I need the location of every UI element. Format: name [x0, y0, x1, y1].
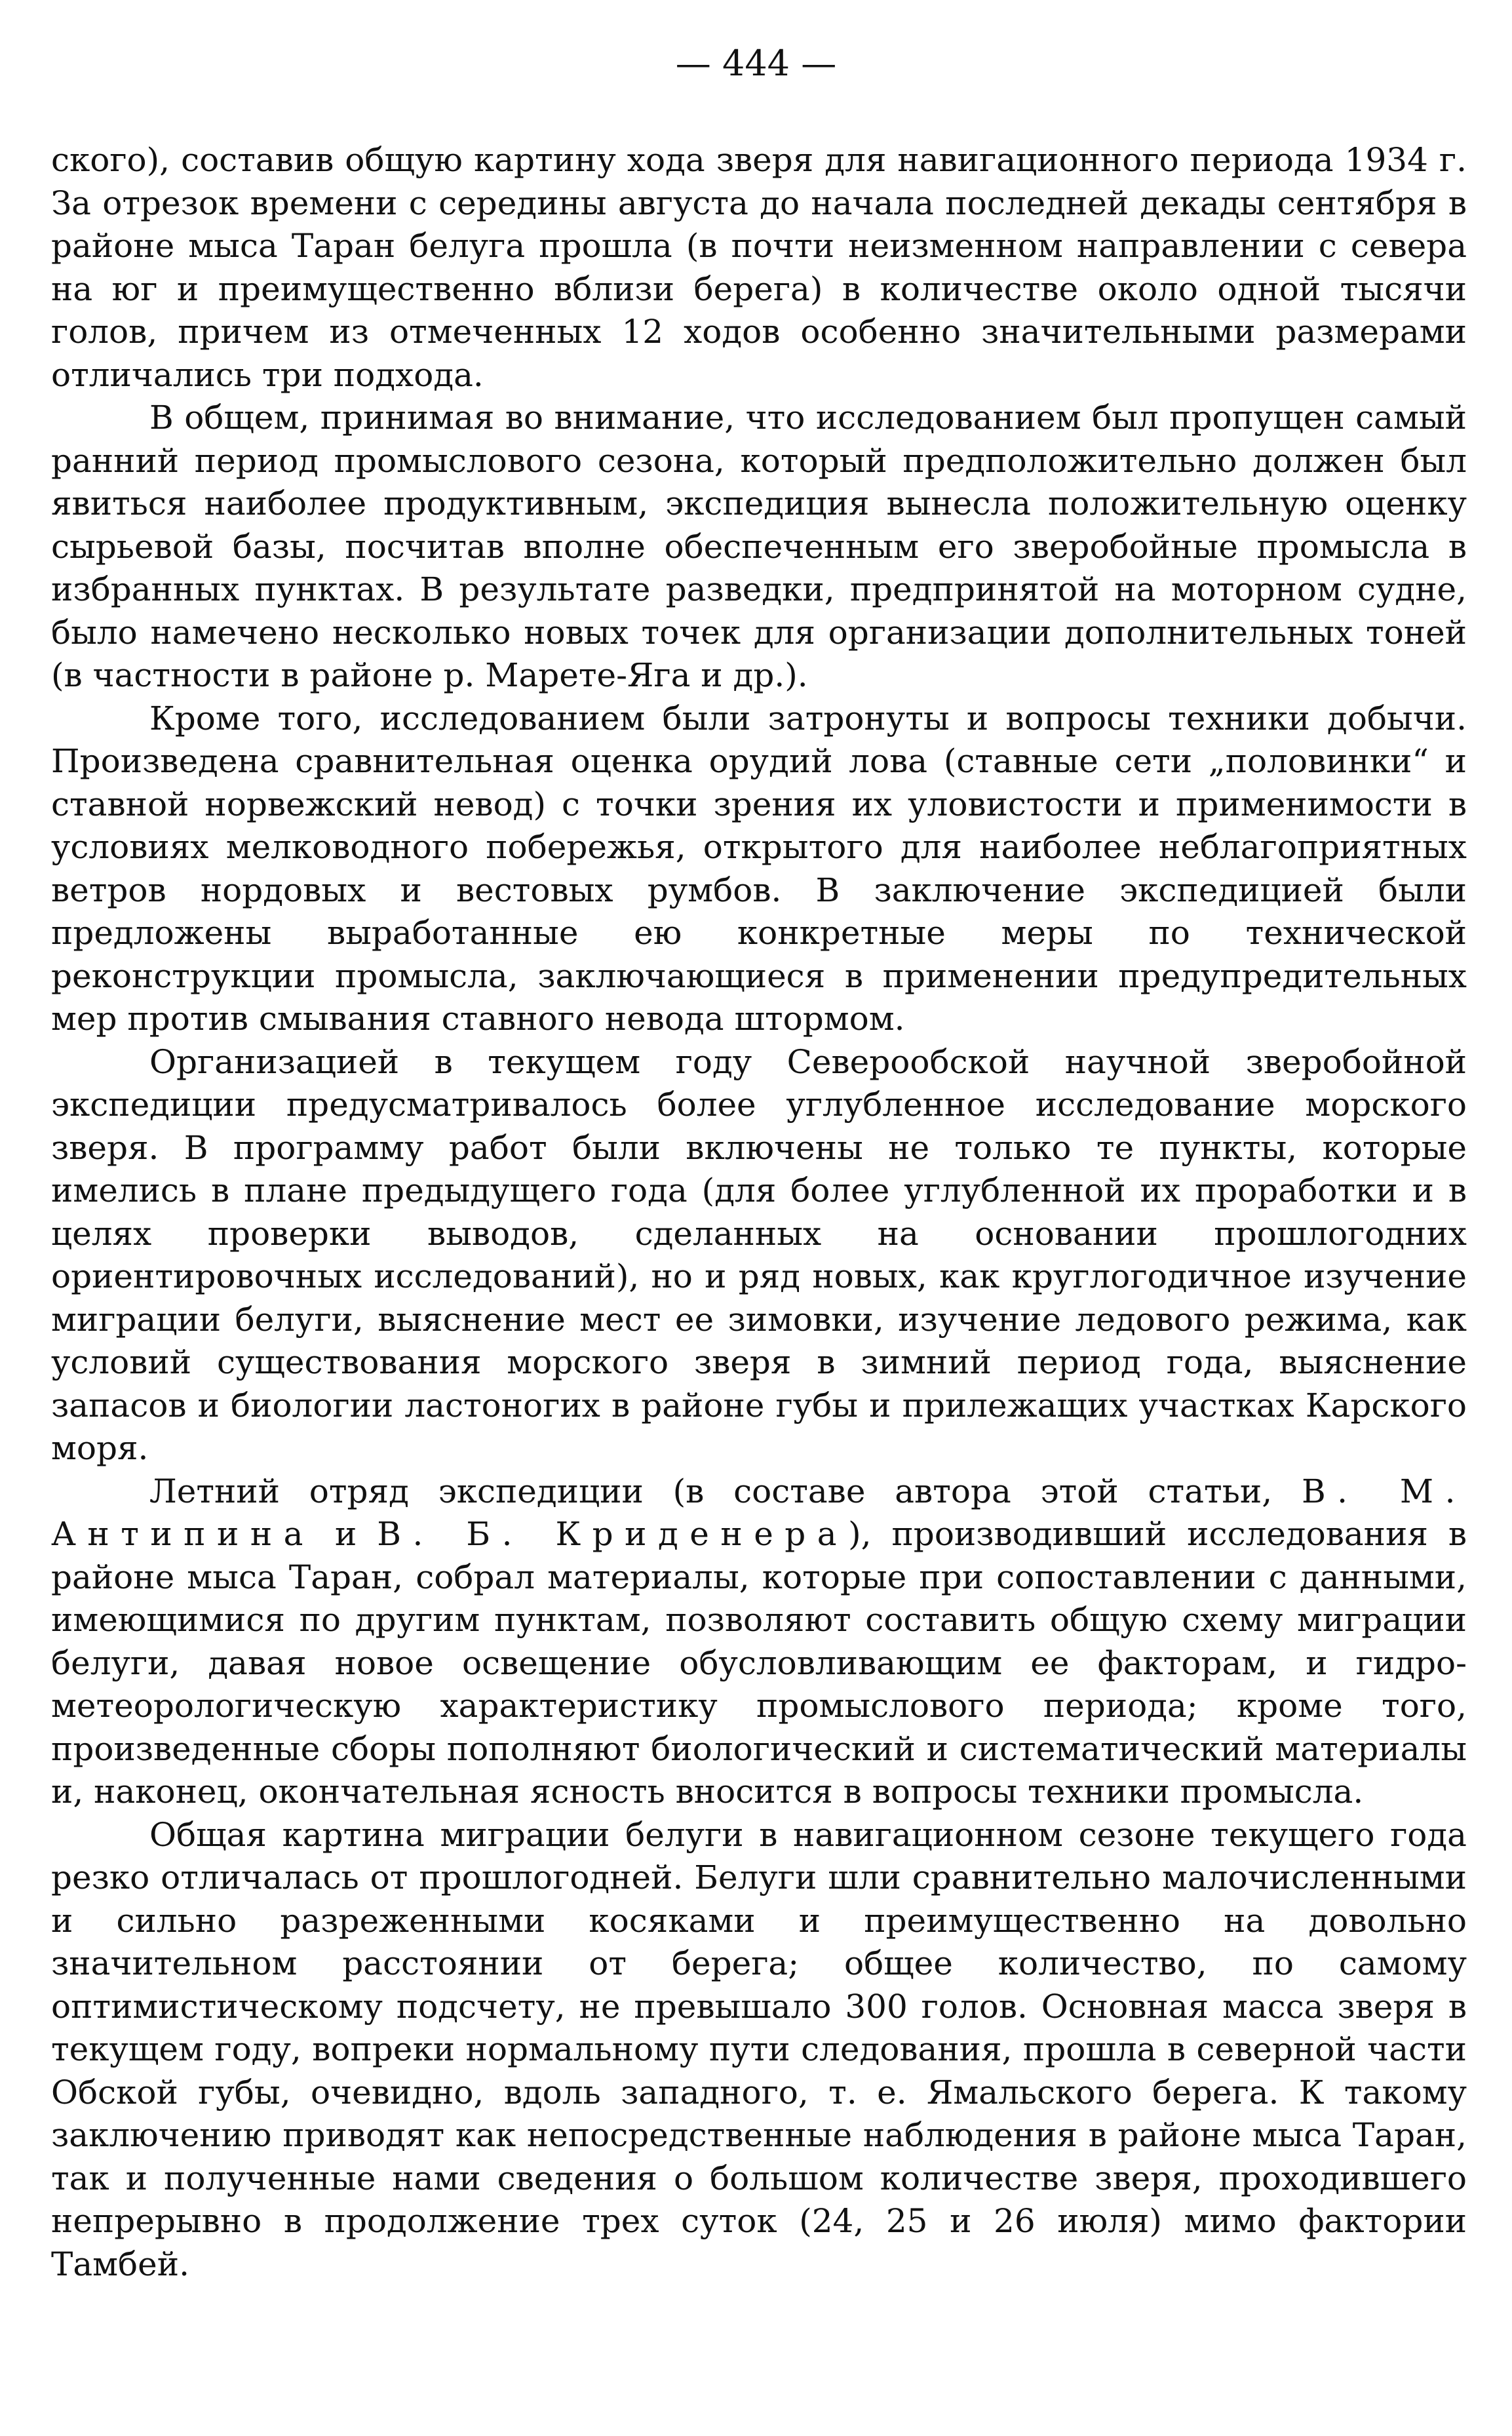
- paragraph: Кроме того, исследованием были затронуты и вопросы техники добычи. Произведена сравнительная оценка орудий лова (ставные сети „половинки“ и ставной норвежский невод) с точки зрения их уловистости и применимости в условиях мелководного побережья, открытого для наиболее неблагоприятных ветров нордовых и вестовых румбов. В заключение экспедицией были предложены выработанные ею конкретные меры по технической реконструкции промысла, заключающиеся в применении предупредительных мер против смывания ставного невода штормом.: [51, 699, 1467, 1038]
- paragraph-text: Летний отряд экспедиции (в составе автора этой статьи,: [149, 1472, 1302, 1510]
- page-number: — 444 —: [675, 43, 837, 84]
- author-name: В. М. Антипина: [51, 1472, 1467, 1553]
- paragraph-text: ), производивший исследования в районе мыса Таран, собрал материалы, которые при сопоставлении с данными, имеющимися по другим пунктам, позволяют составить общую схему миграции белуги, давая новое освещение обусловливающим ее факторам, и гидро-метеорологическую характеристику промыслового периода; кроме того, произведенные сборы пополняют биологический и систематический материалы и, наконец, окончательная ясность вносится в вопросы техники промысла.: [51, 1515, 1467, 1811]
- paragraph-with-names: [51, 1470, 1467, 1814]
- paragraph-text: и: [314, 1515, 378, 1553]
- body-text: [51, 139, 1467, 2286]
- author-name: В. Б. Криденера: [377, 1515, 849, 1553]
- paragraph: В общем, принимая во внимание, что исследованием был пропущен самый ранний период промыслового сезона, который предположительно должен был явиться наиболее продуктивным, экспедиция вынесла положительную оценку сырьевой базы, посчитав вполне обеспеченным его зверобойные промысла в избранных пунктах. В результате разведки, предпринятой на моторном судне, было намечено несколько новых точек для организации дополнительных тоней (в частности в районе р. Марете-Яга и др.).: [51, 399, 1467, 694]
- paragraph-continuation: ского), составив общую картину хода зверя для навигационного периода 1934 г. За отрезок времени с середины августа до начала последней декады сентября в районе мыса Таран белуга прошла (в почти неизменном направлении с севера на юг и преимущественно вблизи берега) в количестве около одной тысячи голов, причем из отмеченных 12 ходов особенно значительными размерами отличались три подхода.: [51, 141, 1467, 394]
- paragraph: Организацией в текущем году Североoбской научной зверобойной экспедиции предусматривалось более углубленное исследование морского зверя. В программу работ были включены не только те пункты, которые имелись в плане предыдущего года (для более углубленной их проработки и в целях проверки выводов, сделанных на основании прошлогодних ориентировочных исследований), но и ряд новых, как круглогодичное изучение миграции белуги, выяснение мест ее зимовки, изучение ледового режима, как условий существования морского зверя в зимний период года, выяснение запасов и биологии ластоногих в районе губы и прилежащих участках Карского моря.: [51, 1042, 1467, 1467]
- paragraph: Общая картина миграции белуги в навигационном сезоне текущего года резко отличалась от прошлогодней. Белуги шли сравнительно малочисленными и сильно разреженными косяками и преимущественно на довольно значительном расстоянии от берега; общее количество, по самому оптимистическому подсчету, не превышало 300 голов. Основная масса зверя в текущем году, вопреки нормальному пути следования, прошла в северной части Обской губы, очевидно, вдоль западного, т. е. Ямальского берега. К такому заключению приводят как непосредственные наблюдения в районе мыса Таран, так и полученные нами сведения о большом количестве зверя, проходившего непрерывно в продолжение трех суток (24, 25 и 26 июля) мимо фактории Тамбей.: [51, 1815, 1467, 2283]
